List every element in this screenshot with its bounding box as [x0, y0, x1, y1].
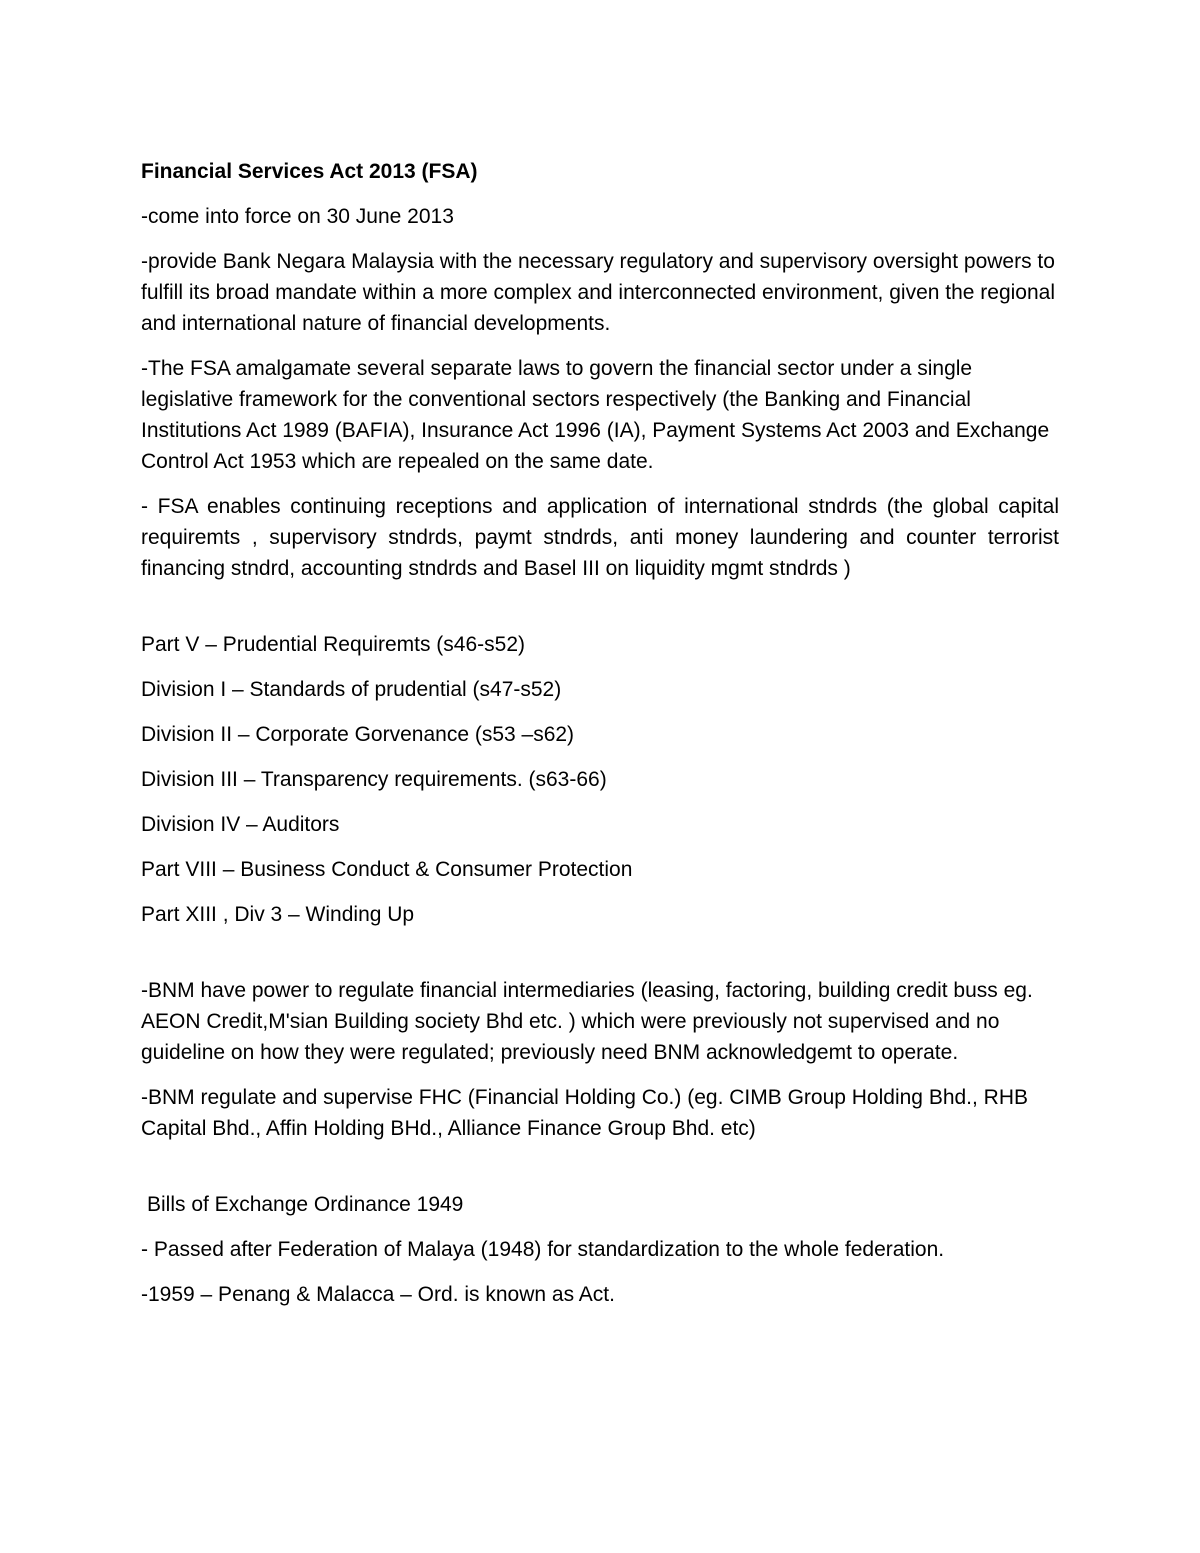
document-page — [141, 156, 1059, 1324]
part-line: Division II – Corporate Gorvenance (s53 –s62) — [141, 723, 575, 746]
bnm-paragraph-1: -BNM have power to regulate financial intermediaries (leasing, factoring, building credit buss eg. AEON Credit,M'sian Building society Bhd etc. ) which were previously not supervised and no guideline on how they were regulated; previously need BNM acknowledgemt to operate. — [141, 979, 1033, 1064]
fsa-paragraph-4: - FSA enables continuing receptions and application of international stndrds (the global capital requiremts , supervisory stndrds, paymt stndrds, anti money laundering and counter terrorist financing stndrd, accounting stndrds and Basel III on liquidity mgmt stndrds ) — [141, 495, 1059, 580]
fsa-paragraph-1: -come into force on 30 June 2013 — [141, 205, 454, 228]
part-line: Division III – Transparency requirements. (s63-66) — [141, 768, 607, 791]
boe-paragraph-2: -1959 – Penang & Malacca – Ord. is known as Act. — [141, 1283, 615, 1306]
bnm-paragraph-2: -BNM regulate and supervise FHC (Financial Holding Co.) (eg. CIMB Group Holding Bhd., RHB Capital Bhd., Affin Holding BHd., Alliance Finance Group Bhd. etc) — [141, 1086, 1029, 1140]
spacer — [141, 1158, 1059, 1189]
spacer — [141, 598, 1059, 629]
part-line: Part XIII , Div 3 – Winding Up — [141, 903, 415, 926]
fsa-paragraph-2: -provide Bank Negara Malaysia with the necessary regulatory and supervisory oversight powers to fulfill its broad mandate within a more complex and interconnected environment, given the regional and international nature of financial developments. — [141, 250, 1056, 335]
boe-paragraph-1: - Passed after Federation of Malaya (1948) for standardization to the whole federation. — [141, 1238, 945, 1261]
part-line: Division IV – Auditors — [141, 813, 340, 836]
fsa-title: Financial Services Act 2013 (FSA) — [141, 160, 478, 183]
part-line: Division I – Standards of prudential (s47-s52) — [141, 678, 562, 701]
part-line: Part VIII – Business Conduct & Consumer Protection — [141, 858, 633, 881]
part-line: Part V – Prudential Requiremts (s46-s52) — [141, 633, 525, 656]
spacer — [141, 944, 1059, 975]
boe-title: Bills of Exchange Ordinance 1949 — [147, 1193, 464, 1216]
fsa-paragraph-3: -The FSA amalgamate several separate laws to govern the financial sector under a single legislative framework for the conventional sectors respectively (the Banking and Financial Institutions Act 1989 (BAFIA), Insurance Act 1996 (IA), Payment Systems Act 2003 and Exchange Control Act 1953 which are repealed on the same date. — [141, 357, 1050, 473]
